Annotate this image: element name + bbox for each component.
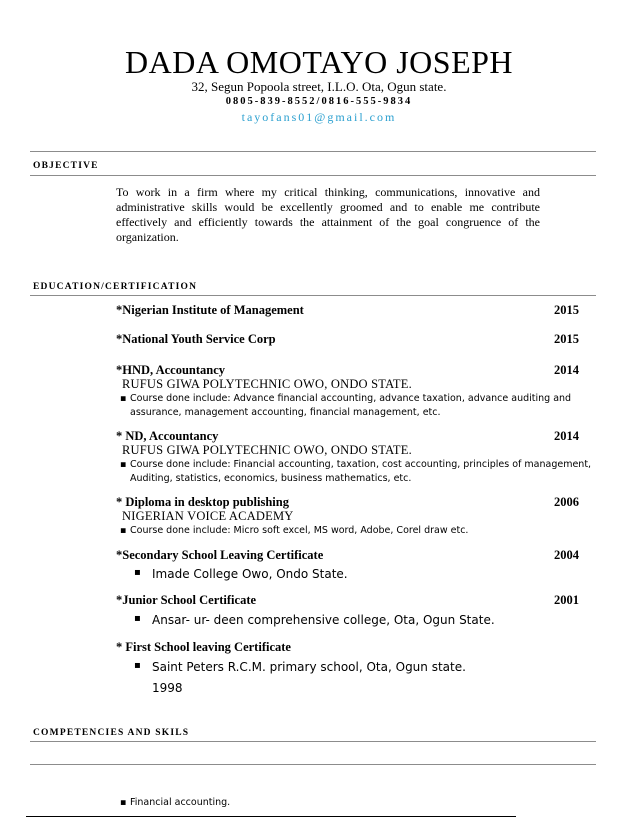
entry-title: *Secondary School Leaving Certificate	[116, 548, 324, 562]
entry-year: 2014	[554, 363, 579, 377]
skill-bullet	[120, 796, 592, 810]
bullet-text: 1998	[152, 681, 183, 695]
phone-numbers: 0805-839-8552/0816-555-9834	[225, 96, 413, 107]
course-bullet	[120, 524, 592, 538]
address: 32, Segun Popoola street, I.L.O. Ota, Ogun state.	[191, 79, 447, 94]
bullet-text: Course done include: Micro soft excel, MS word, Adobe, Corel draw etc.	[130, 525, 469, 536]
bullet-text: Course done include: Financial accounting, taxation, cost accounting, principles of management, Auditing, statistics, economics, business mathematics, etc.	[130, 459, 592, 484]
divider	[30, 295, 596, 296]
entry-title: * ND, Accountancy	[116, 429, 219, 443]
bullet-marker-icon: ▪	[120, 797, 127, 808]
education-entry	[116, 640, 579, 655]
entry-year: 2015	[554, 332, 579, 346]
entry-year: 2006	[554, 495, 579, 509]
bullet-marker-icon: ▪	[134, 567, 141, 578]
entry-year: 2014	[554, 429, 579, 443]
divider	[30, 175, 596, 176]
entry-year: 2004	[554, 548, 579, 562]
bullet-text: Imade College Owo, Ondo State.	[152, 567, 348, 581]
entry-title: *National Youth Service Corp	[116, 332, 276, 346]
bullet-text: Saint Peters R.C.M. primary school, Ota, Ogun state.	[152, 660, 466, 674]
divider	[30, 764, 596, 765]
education-entry	[116, 593, 579, 608]
divider	[30, 741, 596, 742]
bullet-marker-icon: ▪	[120, 525, 127, 536]
entry-title: *Nigerian Institute of Management	[116, 303, 304, 317]
school-bullet	[134, 567, 348, 581]
course-bullet	[120, 458, 592, 486]
bullet-marker-icon: ▪	[134, 660, 141, 671]
divider	[26, 816, 516, 817]
institution: RUFUS GIWA POLYTECHNIC OWO, ONDO STATE.	[122, 377, 412, 391]
entry-title: * Diploma in desktop publishing	[116, 495, 289, 509]
education-entry	[116, 548, 579, 563]
entry-title: *HND, Accountancy	[116, 363, 226, 377]
bullet-marker-icon: ▪	[134, 613, 141, 624]
section-heading-competencies: COMPETENCIES AND SKILS	[33, 728, 190, 738]
skill-text: Financial accounting.	[130, 797, 231, 808]
divider	[30, 151, 596, 152]
school-bullet	[134, 660, 466, 674]
bullet-marker-icon: ▪	[120, 393, 127, 404]
course-bullet	[120, 392, 592, 420]
candidate-name: DADA OMOTAYO JOSEPH	[124, 44, 514, 80]
institution: NIGERIAN VOICE ACADEMY	[122, 509, 294, 523]
institution: RUFUS GIWA POLYTECHNIC OWO, ONDO STATE.	[122, 443, 412, 457]
school-year	[134, 681, 183, 695]
education-entry	[116, 429, 579, 444]
entry-title: *Junior School Certificate	[116, 593, 257, 607]
section-heading-education: EDUCATION/CERTIFICATION	[33, 282, 198, 292]
objective-text: To work in a firm where my critical thinking, communications, innovative and administrative skills would be excellently groomed and to enable me contribute effectively and efficiently towards the attainment of the goal congruence of the organization.	[116, 185, 540, 244]
education-entry	[116, 332, 579, 347]
education-entry	[116, 495, 579, 510]
entry-title: * First School leaving Certificate	[116, 640, 291, 654]
section-heading-objective: OBJECTIVE	[33, 161, 99, 171]
school-bullet	[134, 613, 495, 627]
bullet-text: Course done include: Advance financial accounting, advance taxation, advance auditing and assurance, management accounting, financial management, etc.	[130, 393, 572, 418]
education-entry	[116, 303, 579, 318]
bullet-text: Ansar- ur- deen comprehensive college, Ota, Ogun State.	[152, 613, 495, 627]
education-entry	[116, 363, 579, 378]
bullet-marker-icon: ▪	[120, 459, 127, 470]
email-address[interactable]: tayofans01@gmail.com	[241, 110, 397, 124]
entry-year: 2015	[554, 303, 579, 317]
entry-year: 2001	[554, 593, 579, 607]
